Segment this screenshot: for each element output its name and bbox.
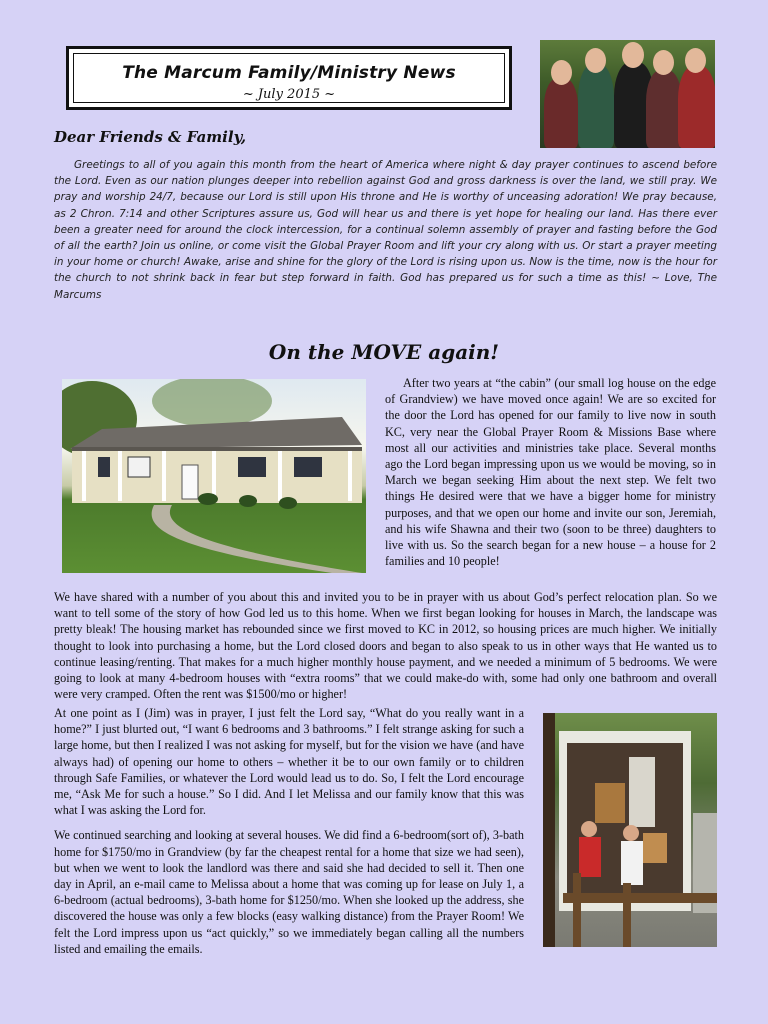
intro-paragraph: Greetings to all of you again this month from the heart of America where night & day prayer continues to ascend before the Lord. Even as our nation plunges deeper into rebellion against God and gross darkness is over the land, we still pray. We pray and worship 24/7, because our Lord is still upon His throne and He is worthy of unceasing adoration! We pray because, as 2 Chron. 7:14 and other Scriptures assure us, God will hear us and there is yet hope for healing our land. Has there ever been a greater need for around the clock intercession, for a continual solemn assembly of prayer and fasting before the God of all the earth? Join us online, or come visit the Global Prayer Room and lift your cry along with us. Or start a prayer meeting in your home or church! Awake, arise and shine for the glory of the Lord is rising upon us. Now is the time, now is the hour for the church to not shrink back in fear but step forward in faith. God has prepared us for such a time as this! ~ Love, The Marcums (54, 159, 717, 301)
family-photo (540, 40, 715, 148)
article-paragraph-search: We continued searching and looking at several houses. We did find a 6-bedroom(sort of), 3-bath home for $1750/mo in Grandview (by far the cheapest rental for a home that size we had seen), but when we went to look the landlord was there and said she had decided to sell it. Then one day in April, an e-mail came to Melissa about a home that was coming up for lease on July 1, a 6-bedroom (actual bedrooms), 3-bath home for $1250/mo. When she looked up the address, she discovered the house was only a few blocks (easy walking distance) from the Prayer Room! We felt the Lord impress upon us “act quickly,” so we immediately began calling all the numbers listed and emailing the emails. (54, 828, 524, 956)
moving-truck-illustration (543, 713, 717, 947)
masthead-box (66, 46, 512, 110)
article-headline: On the MOVE again! (268, 340, 500, 364)
masthead-inner-border (73, 53, 505, 103)
moving-truck-photo (543, 713, 717, 947)
house-illustration (62, 379, 366, 573)
newsletter-title: The Marcum Family/Ministry News (122, 63, 456, 83)
article-full-width-paragraph: We have shared with a number of you about this and invited you to be in prayer with us about God’s perfect relocation plan. So we want to tell some of the story of how God led us to this home. When we first began looking for houses in March, the landscape was pretty bleak! The housing market has rebounded since we first moved to KC in 2012, so housing prices are much higher. We initially thought to look into purchasing a home, but the Lord closed doors and began to also speak to us in other ways that He wanted us to continue leasing/renting. That makes for a much higher monthly house payment, and we needed a minimum of 5 bedrooms. We were going to look at many 4-bedroom houses with “extra rooms” that we could make-do with, some had only one bathroom and overall were very cramped. Often the rent was $1500/mo or higher! (54, 590, 717, 702)
article-column-paragraph: After two years at “the cabin” (our small log house on the edge of Grandview) we have moved once again! We are so excited for the door the Lord has opened for our family to live now in south KC, very near the Global Prayer Room & Missions Base where most all our activities and ministries take place. Several months ago the Lord began impressing upon us we would be moving, so in March we began seeking Him about the next step. We felt two things He desired were that we have a bigger home for ministry purposes, and that we open our home and invite our son, Jeremiah, and his wife Shawna and their two (soon to be three) daughters to live with us. So the search began for a new house – a house for 2 families and 10 people! (385, 376, 716, 569)
greeting-heading: Dear Friends & Family, (54, 128, 247, 146)
newsletter-date: ~ July 2015 ~ (242, 87, 336, 102)
article-left-column (54, 705, 524, 966)
house-photo (62, 379, 366, 573)
article-paragraph-prayer: At one point as I (Jim) was in prayer, I just felt the Lord say, “What do you really want in a home?” I just blurted out, “I want 6 bedrooms and 3 bathrooms.” I felt strange asking for such a large home, but then I realized I was not asking for myself, but for the vision we have (and have always had) of opening our home to others – whether it be to our own family or to children through Safe Families, or whatever the Lord would lead us to do. So, I felt the Lord encourage me, “Ask Me for such a house.” So I did. And I let Melissa and our family know that this was what I was asking the Lord for. (54, 706, 524, 818)
